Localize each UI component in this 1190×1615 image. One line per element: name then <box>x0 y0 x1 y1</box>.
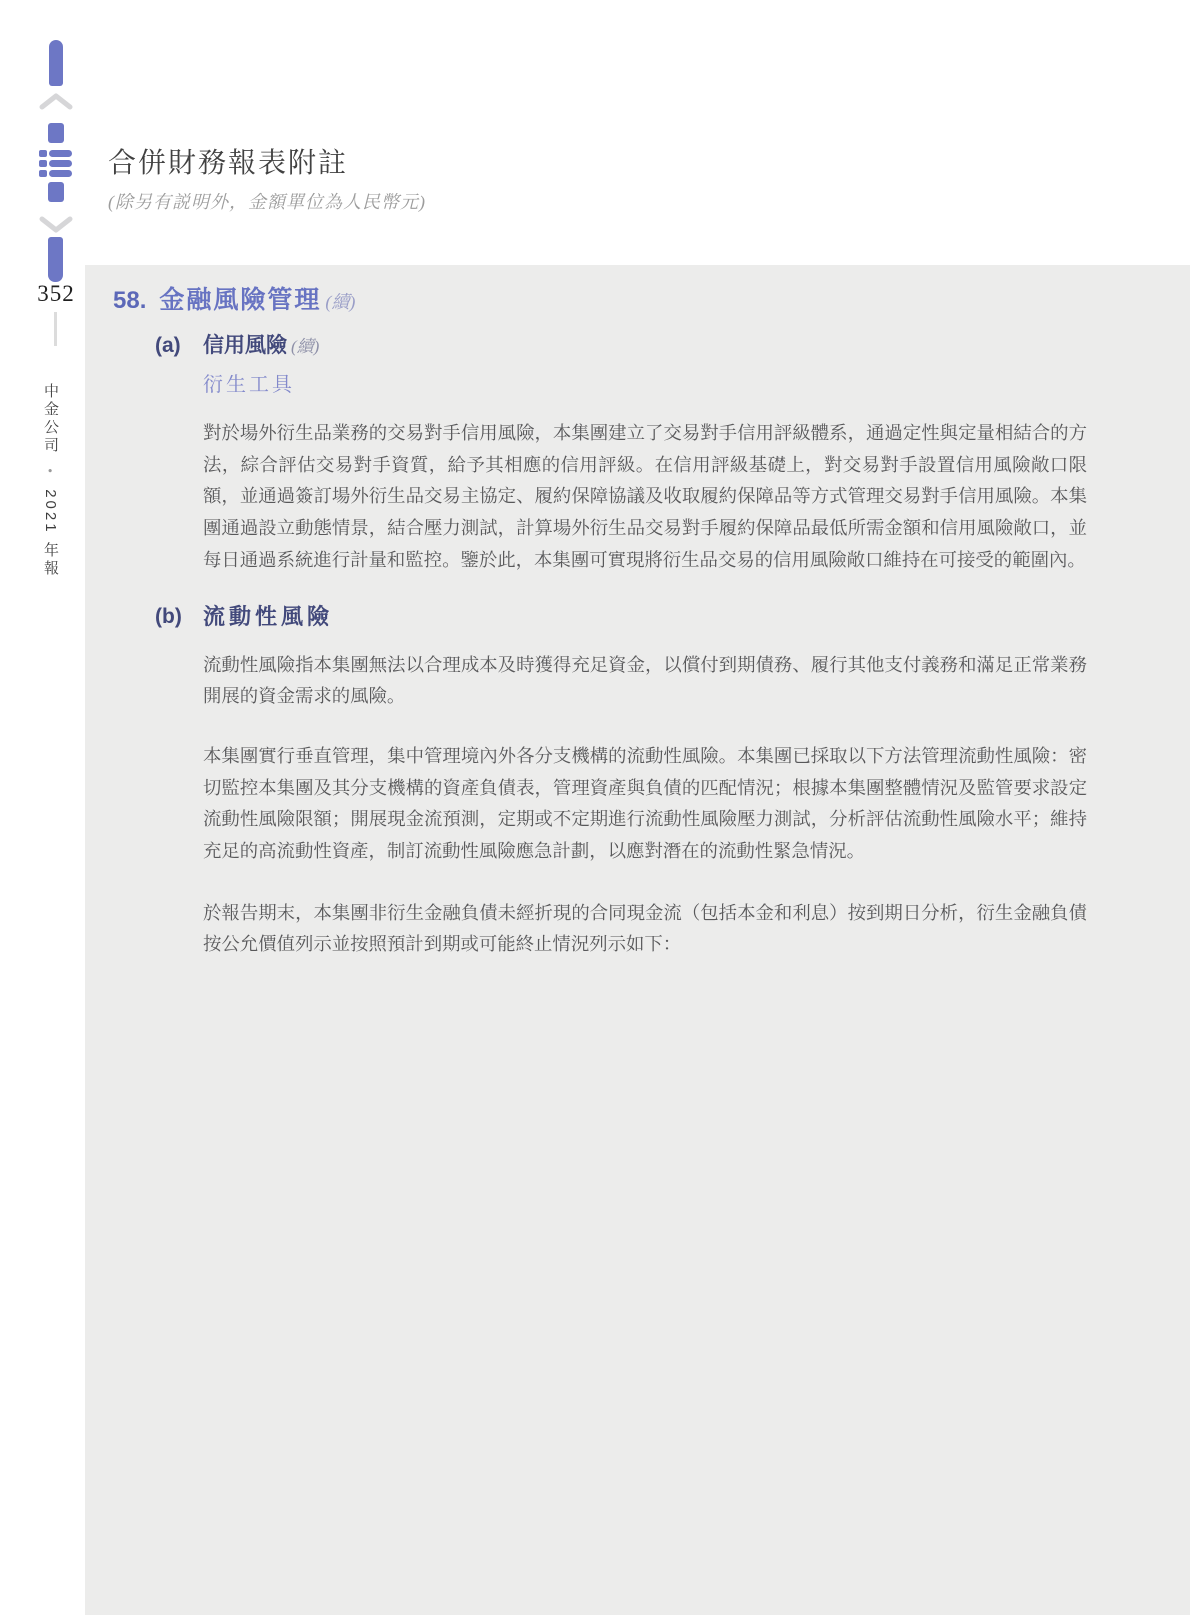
brand-separator: • <box>43 462 57 483</box>
chevron-up-icon[interactable] <box>39 92 73 110</box>
paragraph-liquidity-management: 本集團實行垂直管理，集中管理境內外各分支機構的流動性風險。本集團已採取以下方法管理流動性風險：密切監控本集團及其分支機構的資產負債表，管理資產與負債的匹配情況；根據本集團整體情況及監管要求設定流動性風險限額；開展現金流預測，定期或不定期進行流動性風險壓力測試，分析評估流動性風險水平；維持充足的高流動性資產，制訂流動性風險應急計劃，以應對潛在的流動性緊急情況。 <box>203 744 1087 862</box>
subsection-a <box>155 333 1090 576</box>
page-number-tick <box>54 312 57 346</box>
sidebar-accent-bar-bottom <box>48 237 63 282</box>
document-header <box>108 141 426 214</box>
brand-name: 中金公司 <box>42 383 59 455</box>
chevron-down-icon[interactable] <box>39 216 73 234</box>
list-line <box>49 150 72 157</box>
subsection-a-title: 信用風險 <box>203 334 287 357</box>
note-number: 58. <box>113 287 147 314</box>
content-panel <box>85 265 1190 1615</box>
subsection-b <box>155 604 1090 961</box>
note-title: 金融風險管理 <box>159 286 322 314</box>
page-number: 352 <box>37 281 75 306</box>
list-bullet <box>39 160 47 167</box>
sidebar-accent-bar-top <box>49 40 63 86</box>
sidebar-marker-square-bottom <box>48 182 64 202</box>
paragraph-maturity-analysis-intro: 於報告期末，本集團非衍生金融負債未經折現的合同現金流（包括本金和利息）按到期日分析，衍生金融負債按公允價值列示並按照預計到期或可能終止情況列示如下： <box>203 901 1087 955</box>
subsection-b-heading <box>203 604 1087 633</box>
note-58-heading <box>113 285 1090 319</box>
subsection-b-title: 流動性風險 <box>203 603 334 629</box>
subsection-a-heading <box>203 333 1087 361</box>
document-subtitle: (除另有説明外，金額單位為人民幣元) <box>108 192 426 212</box>
subsection-a-label: (a) <box>155 334 181 357</box>
paragraph-liquidity-definition: 流動性風險指本集團無法以合理成本及時獲得充足資金，以償付到期債務、履行其他支付義務和滿足正常業務開展的資金需求的風險。 <box>203 653 1087 707</box>
sidebar-marker-square-top <box>48 123 64 143</box>
paragraph-credit-risk-derivatives: 對於場外衍生品業務的交易對手信用風險，本集團建立了交易對手信用評級體系，通過定性與定量相結合的方法，綜合評估交易對手資質，給予其相應的信用評級。在信用評級基礎上，對交易對手設置信用風險敞口限額，並通過簽訂場外衍生品交易主協定、履約保障協議及收取履約保障品等方式管理交易對手信用風險。本集團通過設立動態情景，結合壓力測試，計算場外衍生品交易對手履約保障品最低所需金額和信用風險敞口，並每日通過系統進行計量和監控。鑒於此，本集團可實現將衍生品交易的信用風險敞口維持在可接受的範圍內。 <box>203 422 1087 570</box>
list-line <box>49 160 72 167</box>
list-icon[interactable] <box>39 150 72 177</box>
list-bullet <box>39 170 47 177</box>
list-bullet <box>39 150 47 157</box>
brand-year: 2021 年報 <box>42 489 59 578</box>
list-line <box>49 170 72 177</box>
subsection-a-continued-label: (續) <box>291 337 320 356</box>
document-title: 合併財務報表附註 <box>108 148 349 179</box>
derivatives-subheading: 衍生工具 <box>203 374 295 396</box>
subsection-b-label: (b) <box>155 604 182 628</box>
brand-vertical-text <box>40 383 61 578</box>
note-continued-label: (續) <box>325 292 356 312</box>
